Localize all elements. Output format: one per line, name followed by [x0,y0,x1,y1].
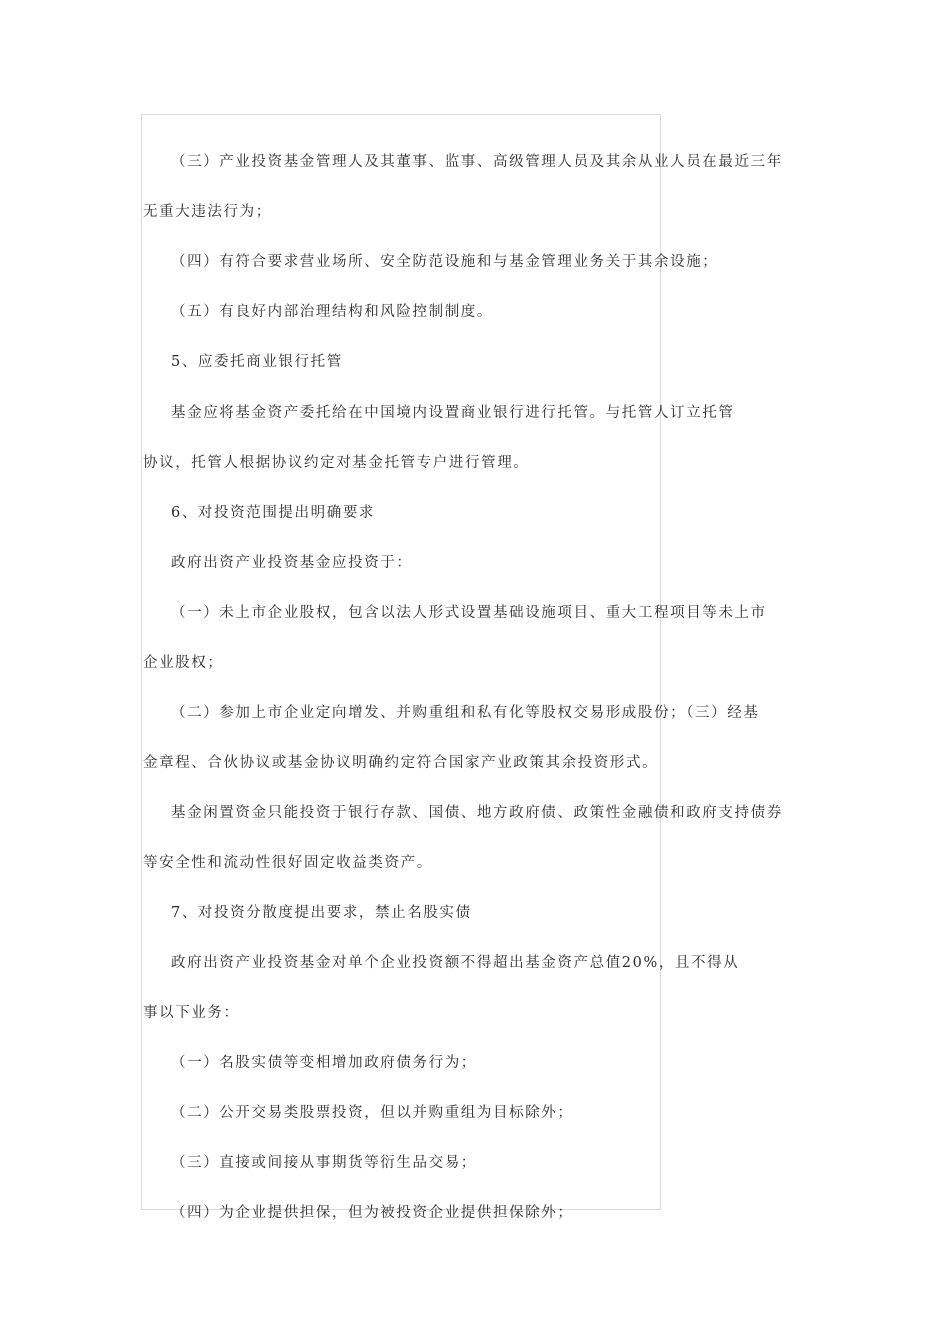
text-line: （五）有良好内部治理结构和风险控制制度。 [171,304,493,320]
text-line: 事以下业务： [143,1005,240,1021]
text-line: （三）直接或间接从事期货等衍生品交易； [171,1155,477,1171]
text-line: 政府出资产业投资基金应投资于： [171,555,413,571]
text-line: 等安全性和流动性很好固定收益类资产。 [143,855,433,871]
text-line: 基金闲置资金只能投资于银行存款、国债、地方政府债、政策性金融债和政府支持债券 [171,805,783,821]
text-line: （一）未上市企业股权，包含以法人形式设置基础设施项目、重大工程项目等未上市 [171,605,767,621]
text-line: 政府出资产业投资基金对单个企业投资额不得超出基金资产总值20%，且不得从 [171,955,740,971]
text-line: （四）为企业提供担保，但为被投资企业提供担保除外； [171,1205,574,1221]
text-line: 无重大违法行为； [143,204,272,220]
text-line: （三）产业投资基金管理人及其董事、监事、高级管理人员及其余从业人员在最近三年 [171,154,783,170]
text-line: （二）参加上市企业定向增发、并购重组和私有化等股权交易形成股份；（三）经基 [171,705,760,721]
section-heading: 6、对投资范围提出明确要求 [171,505,376,521]
text-line: 协议，托管人根据协议约定对基金托管专户进行管理。 [143,455,530,471]
section-heading: 5、应委托商业银行托管 [171,354,343,370]
text-line: （一）名股实债等变相增加政府债务行为； [171,1055,477,1071]
text-line: （四）有符合要求营业场所、安全防范设施和与基金管理业务关于其余设施； [171,254,719,270]
text-line: 金章程、合伙协议或基金协议明确约定符合国家产业政策其余投资形式。 [143,755,659,771]
text-line: （二）公开交易类股票投资，但以并购重组为目标除外； [171,1105,574,1121]
section-heading: 7、对投资分散度提出要求，禁止名股实债 [171,905,472,921]
text-line: 基金应将基金资产委托给在中国境内设置商业银行进行托管。与托管人订立托管 [171,405,735,421]
text-line: 企业股权； [143,655,224,671]
